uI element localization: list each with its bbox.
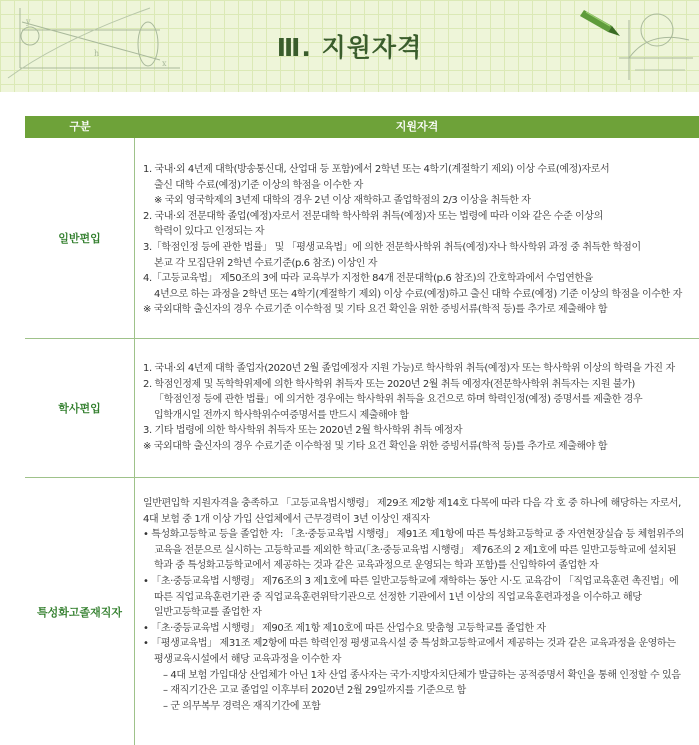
- content-line: ※ 국외대학 출신자의 경우 수료기준 이수학점 및 기타 요건 확인을 위한 증빙서류(학적 등)를 추가로 제출해야 함: [143, 440, 608, 452]
- row-label: 일반편입: [25, 138, 135, 338]
- content-line: 2. 학점인정제 및 독학학위제에 의한 학사학위 취득자 또는 2020년 2월 취득 예정자(전문학사학위 취득자는 지원 불가): [143, 378, 635, 390]
- content-line: • 「초·중등교육법 시행령」 제90조 제1항 제10호에 따른 산업수요 맞춤형 고등학교를 졸업한 자: [143, 622, 546, 634]
- content-line: 4.「고등교육법」 제50조의 3에 따라 교육부가 지정한 84개 전문대학(p.6 참조)의 간호학과에서 수업연한을: [143, 273, 593, 285]
- title-banner: [0, 0, 699, 92]
- content-line: 학과 중 특성화고등학교에서 제공하는 것과 같은 교육과정으로 운영되는 학과 포함)를 신입학하여 졸업한 자: [154, 560, 599, 572]
- content-line: 1. 국내·외 4년제 대학(방송통신대, 산업대 등 포함)에서 2학년 또는 4학기(계절학기 제외) 이상 수료(예정)자로서: [143, 164, 610, 175]
- svg-text:h: h: [94, 49, 100, 58]
- content-line: ※ 국외대학 출신자의 경우 수료기준 이수학점 및 기타 요건 확인을 위한 증빙서류(학적 등)를 추가로 제출해야 함: [143, 304, 608, 316]
- page-title: Ⅲ. 지원자격: [276, 33, 423, 62]
- table-row-vocational-employee: [25, 478, 699, 745]
- content-line: • 「초·중등교육법 시행령」 제76조의 3 제1호에 따른 일반고등학교에 재학하는 동안 시·도 교육감이 「직업교육훈련 촉진법」에: [143, 575, 679, 587]
- content-line: • 「평생교육법」 제31조 제2항에 따른 학력인정 평생교육시설 중 특성화고등학교에서 제공하는 것과 같은 교육과정을 운영하는: [143, 638, 676, 650]
- content-line: 3.「학점인정 등에 관한 법률」 및 「평생교육법」에 의한 전문학사학위 취득(예정)자나 학사학위 과정 중 취득한 학점이: [143, 241, 641, 253]
- header-category: 구분: [69, 120, 91, 133]
- content-line: 1. 국내·외 4년제 대학 졸업자(2020년 2월 졸업예정자 지원 가능)로 학사학위 취득(예정)자 또는 학사학위 이상의 학력을 가진 자: [143, 363, 675, 374]
- content-line: 3. 기타 법령에 의한 학사학위 취득자 또는 2020년 2월 학사학위 취득 예정자: [143, 425, 463, 437]
- content-line: • 특성화고등학교 등을 졸업한 자: 「초·중등교육법 시행령」 제91조 제1항에 따른 특성화고등학교 중 자연현장실습 등 체험위주의: [143, 529, 684, 541]
- row-content: [143, 496, 693, 714]
- content-line: 2. 국내·외 전문대학 졸업(예정)자로서 전문대학 학사학위 취득(예정)자 또는 법령에 따라 이와 같은 수준 이상의: [143, 210, 603, 222]
- row-content: [143, 361, 693, 455]
- content-line: 따른 직업교육훈련기관 중 직업교육훈련위탁기관으로 선정한 기관에서 1년 이상의 직업교육훈련과정을 이수하고 해당: [154, 591, 642, 603]
- content-line: 입학개시일 전까지 학사학위수여증명서를 반드시 제출해야 함: [154, 409, 409, 421]
- svg-text:y: y: [26, 17, 31, 26]
- header-qualification: 지원자격: [395, 120, 439, 133]
- content-line: ※ 국외 영국학제의 3년제 대학의 경우 2년 이상 재학하고 졸업학점의 2/3 이상을 취득한 자: [154, 195, 531, 207]
- row-label: 특성화고졸재직자: [25, 478, 135, 745]
- content-line: 4년으로 하는 과정을 2학년 또는 4학기(계절학기 제외) 이상 수료(예정)하고 출신 대학 수료(예정) 기준 이상의 학점을 이수한 자: [154, 288, 682, 300]
- content-line: 「학점인정 등에 관한 법률」에 의거한 경우에는 학사학위 취득을 요건으로 하며 학력인정(예정) 증명서를 제출한 경우: [154, 394, 643, 406]
- content-line: – 군 의무복무 경력은 재직기간에 포함: [163, 700, 321, 712]
- content-line: 일반편입학 지원자격을 충족하고 「고등교육법시행령」 제29조 제2항 제14호 다목에 따라 다음 각 호 중 하나에 해당하는 자로서,: [143, 498, 681, 509]
- content-line: 평생교육시설에서 해당 교육과정을 이수한 자: [154, 653, 342, 665]
- content-line: – 재직기간은 고교 졸업일 이후부터 2020년 2월 29일까지를 기준으로 함: [163, 685, 466, 697]
- content-line: 4대 보험 중 1개 이상 가입 산업체에서 근무경력이 3년 이상인 재직자: [143, 513, 430, 525]
- svg-text:x: x: [162, 59, 167, 68]
- table-row-bachelor-transfer: [25, 339, 699, 478]
- row-content: [143, 162, 693, 318]
- content-line: 출신 대학 수료(예정)기준 이상의 학점을 이수한 자: [154, 179, 363, 191]
- table-row-general-transfer: [25, 138, 699, 339]
- content-line: 일반고등학교를 졸업한 자: [154, 607, 262, 619]
- row-label: 학사편입: [25, 339, 135, 477]
- content-line: 교육을 전문으로 실시하는 고등학교를 제외한 학교(「초·중등교육법 시행령」 제76조의 2 제1호에 따른 일반고등학교에 설치된: [154, 544, 677, 556]
- table-header: [25, 116, 699, 138]
- content-line: – 4대 보험 가입대상 산업체가 아닌 1차 산업 종사자는 국가·지방자치단체가 발급하는 공적증명서 확인을 통해 인정할 수 있음: [163, 669, 681, 681]
- content-line: 본교 각 모집단위 2학년 수료기준(p.6 참조) 이상인 자: [154, 257, 378, 269]
- content-line: 학력이 있다고 인정되는 자: [154, 226, 265, 238]
